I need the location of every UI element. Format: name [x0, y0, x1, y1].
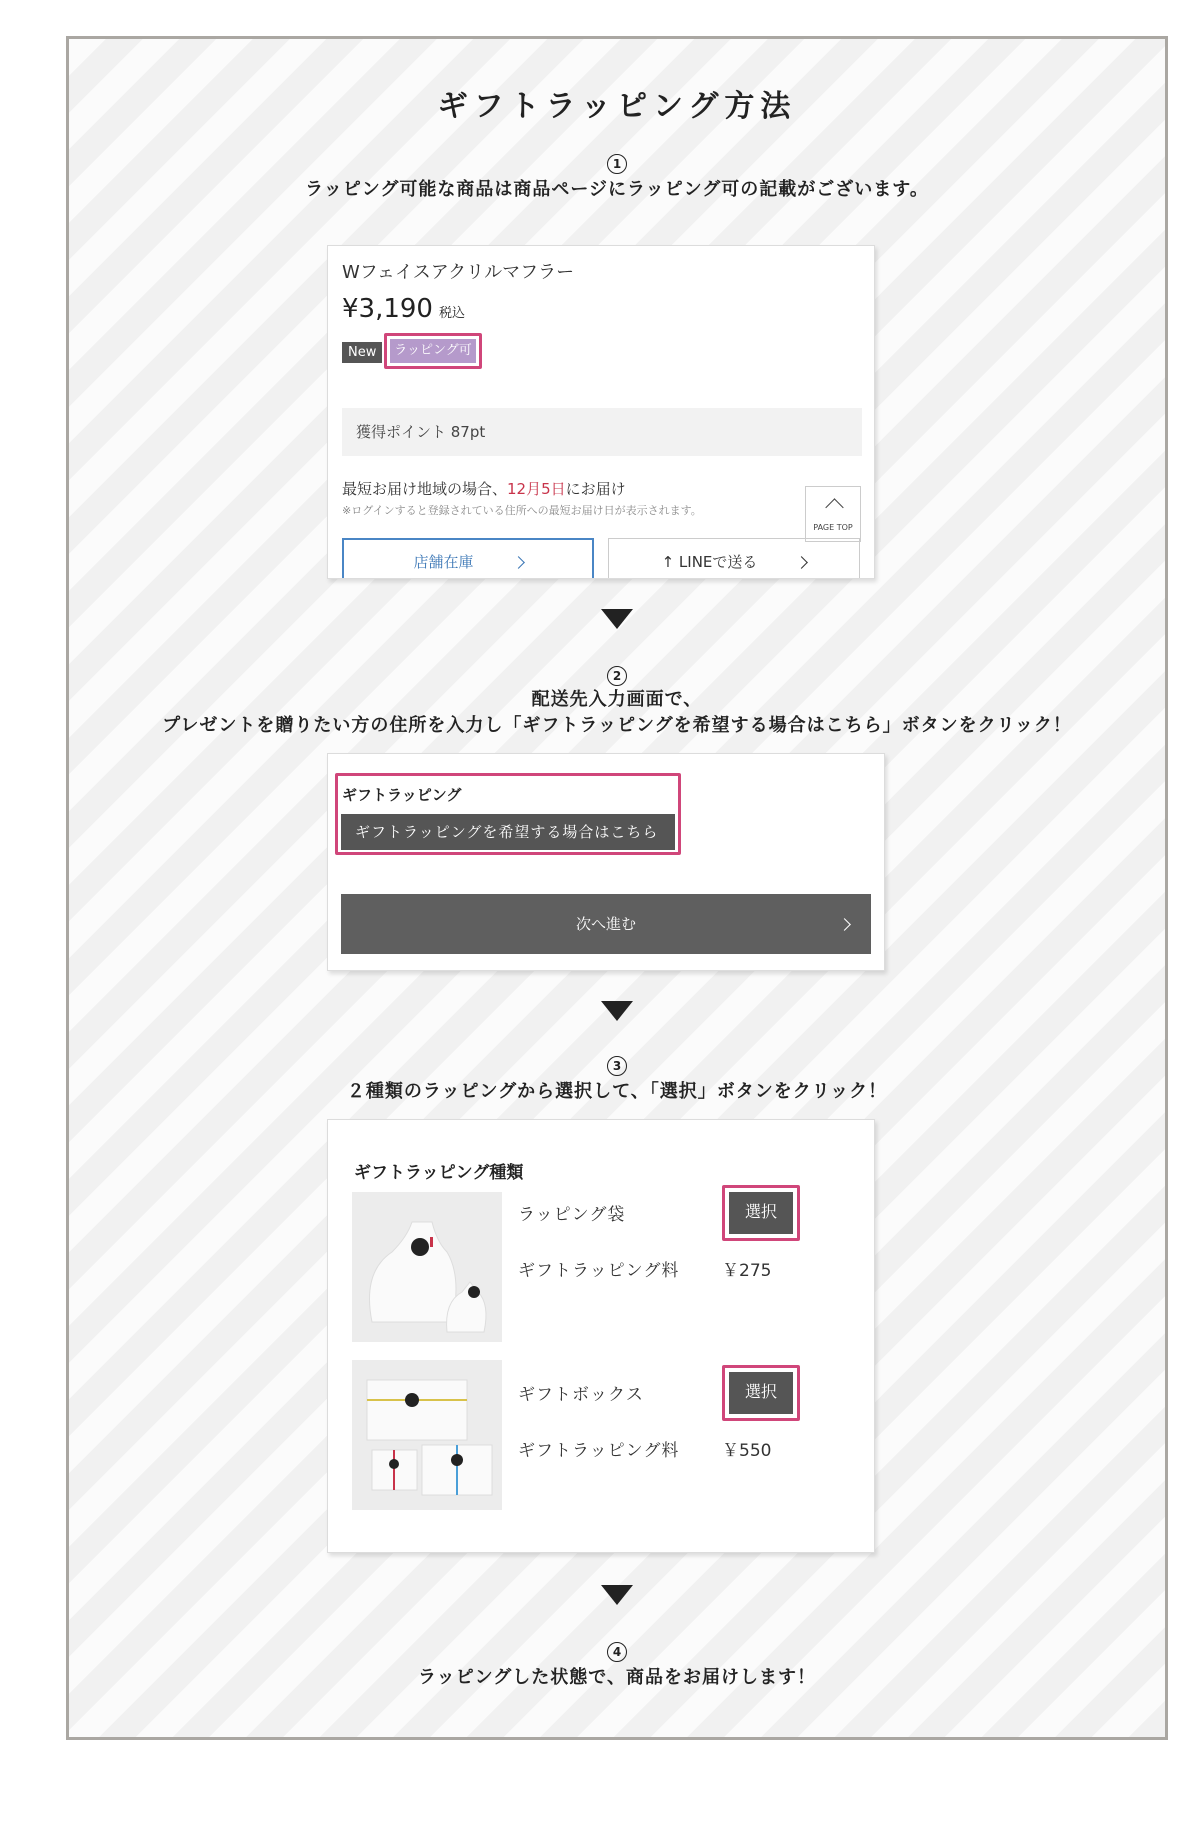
- next-button[interactable]: 次へ進む: [341, 894, 871, 954]
- step-number-1: 1: [69, 151, 1165, 174]
- points-box: 獲得ポイント 87pt: [342, 408, 862, 456]
- product-name: Wフェイスアクリルマフラー: [342, 262, 575, 283]
- wrapping-bag-name: ラッピング袋: [518, 1205, 626, 1225]
- gift-wrapping-label: ギフトラッピング: [342, 786, 462, 804]
- delivery-info: 最短お届け地域の場合、12月5日にお届け: [342, 480, 626, 498]
- page-top-button[interactable]: PAGE TOP: [805, 486, 861, 542]
- gift-box-image: [352, 1360, 502, 1510]
- gift-box-price: ￥550: [722, 1441, 772, 1461]
- down-arrow-icon: [601, 1001, 633, 1021]
- wrapping-types-card: [327, 1119, 875, 1553]
- product-price: ¥3,190 税込: [342, 294, 465, 324]
- gift-box-name: ギフトボックス: [518, 1385, 644, 1405]
- chevron-right-icon: [512, 556, 525, 569]
- badge-wrapping-available: ラッピング可: [390, 339, 476, 363]
- down-arrow-icon: [601, 1585, 633, 1605]
- down-arrow-icon: [601, 609, 633, 629]
- step-text-4: ラッピングした状態で、商品をお届けします！: [418, 1667, 816, 1688]
- wrapping-badge-highlight: [384, 333, 482, 369]
- gift-wrapping-guide: [66, 36, 1168, 1740]
- wrapping-bag-image: [352, 1192, 502, 1342]
- delivery-note: ※ログインすると登録されている住所への最短お届け日が表示されます。: [342, 504, 702, 517]
- select-button[interactable]: 選択: [729, 1192, 793, 1234]
- step-number-4: 4: [69, 1639, 1165, 1662]
- step-number-3: 3: [69, 1053, 1165, 1076]
- step-number-2: 2: [69, 663, 1165, 686]
- step-text-1: ラッピング可能な商品は商品ページにラッピング可の記載がございます。: [305, 179, 929, 200]
- store-stock-button[interactable]: 店舗在庫: [342, 538, 594, 579]
- share-icon: ↑: [661, 553, 679, 571]
- step-text-3: ２種類のラッピングから選択して、「選択」ボタンをクリック！: [346, 1081, 888, 1102]
- chevron-right-icon: [838, 918, 851, 931]
- wrapping-bag-price: ￥275: [722, 1261, 772, 1281]
- select-highlight: [722, 1365, 800, 1421]
- gift-wrapping-request-button[interactable]: ギフトラッピングを希望する場合はこちら: [341, 814, 675, 850]
- product-card: [327, 245, 875, 579]
- address-card: [327, 753, 885, 971]
- select-button[interactable]: 選択: [729, 1372, 793, 1414]
- select-highlight: [722, 1185, 800, 1241]
- badge-new: New: [342, 342, 382, 363]
- wrapping-fee-label: ギフトラッピング料: [518, 1261, 680, 1281]
- step-text-2: 配送先入力画面で、 プレゼントを贈りたい方の住所を入力し「ギフトラッピングを希望する場合はこちら」ボタンをクリック！: [162, 689, 1072, 736]
- wrapping-types-heading: ギフトラッピング種類: [354, 1163, 524, 1183]
- gift-wrapping-highlight: [335, 773, 681, 855]
- wrapping-fee-label: ギフトラッピング料: [518, 1441, 680, 1461]
- line-share-button[interactable]: ↑ LINEで送る: [608, 538, 860, 579]
- chevron-right-icon: [796, 556, 809, 569]
- chevron-up-icon: [825, 498, 843, 516]
- page-title: ギフトラッピング方法: [437, 89, 797, 124]
